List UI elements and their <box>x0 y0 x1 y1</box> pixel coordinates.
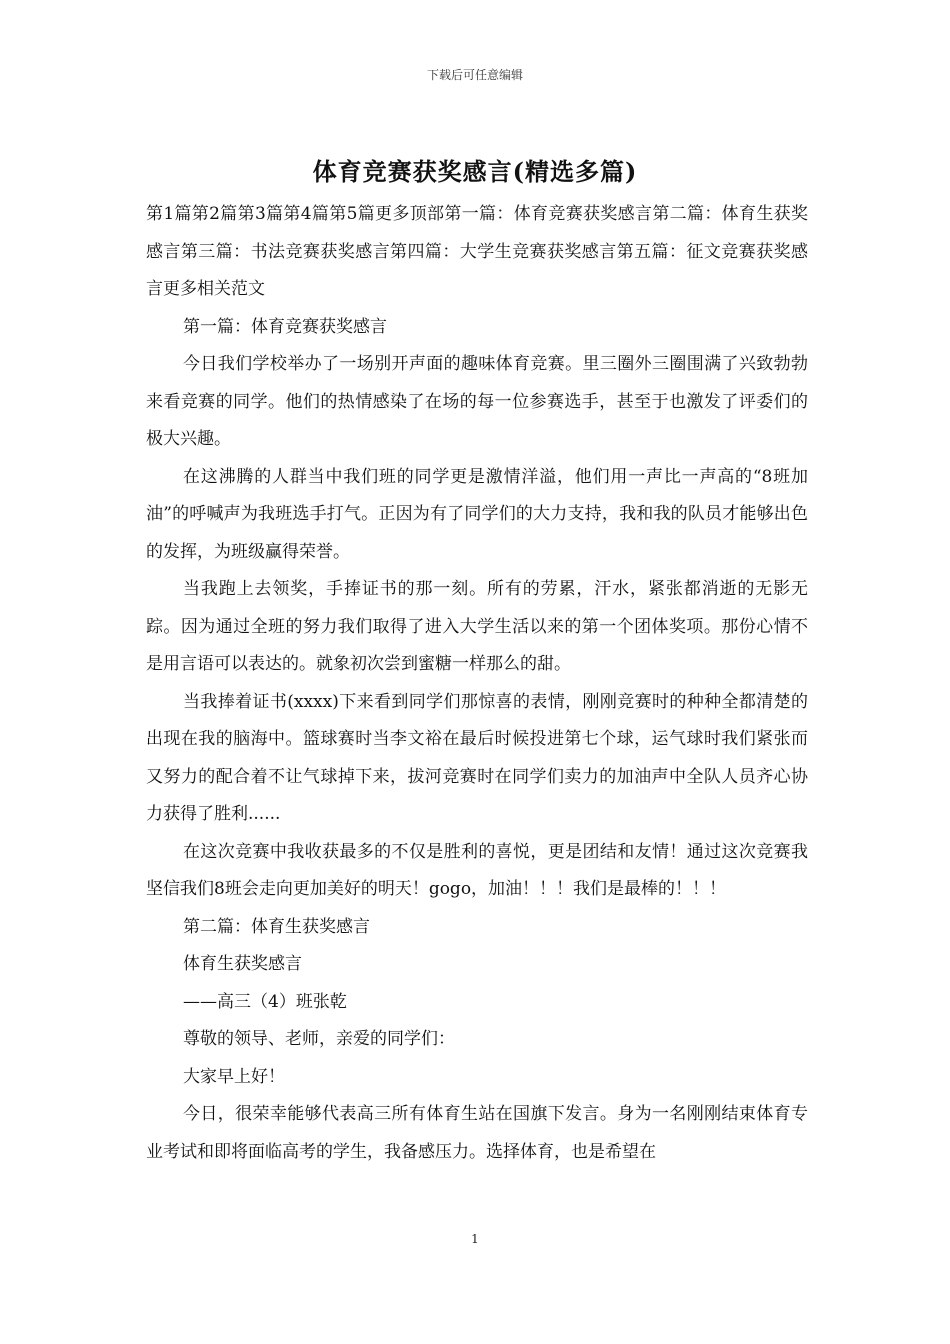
document-body <box>146 196 808 1171</box>
header-note: 下载后可任意编辑 <box>426 68 523 82</box>
paragraph: 当我捧着证书(xxxx)下来看到同学们那惊喜的表情，刚刚竞赛时的种种全都清楚的出现在我的脑海中。篮球赛时当李文裕在最后时候投进第七个球，运气球时我们紧张而又努力的配合着不让气球掉下来，拔河竞赛时在同学们卖力的加油声中全队人员齐心协力获得了胜利...... <box>146 691 808 824</box>
paragraph: 第二篇：体育生获奖感言 <box>183 916 370 937</box>
paragraph: 尊敬的领导、老师，亲爱的同学们： <box>183 1029 455 1049</box>
paragraph: 第1篇第2篇第3篇第4篇第5篇更多顶部第一篇：体育竞赛获奖感言第二篇：体育生获奖感言第三篇：书法竞赛获奖感言第四篇：大学生竞赛获奖感言第五篇：征文竞赛获奖感言更多相关范文 <box>146 204 808 299</box>
paragraph: 大家早上好！ <box>183 1066 285 1087</box>
paragraph: ——高三（4）班张乾 <box>183 991 347 1012</box>
paragraph: 在这次竞赛中我收获最多的不仅是胜利的喜悦，更是团结和友情！通过这次竞赛我坚信我们8班会走向更加美好的明天！gogo，加油！！！我们是最棒的！！！ <box>146 841 808 899</box>
document-title: 体育竞赛获奖感言(精选多篇) <box>312 157 638 186</box>
page-number: 1 <box>471 1232 479 1246</box>
paragraph: 今日，很荣幸能够代表高三所有体育生站在国旗下发言。身为一名刚刚结束体育专业考试和即将面临高考的学生，我备感压力。选择体育，也是希望在 <box>146 1104 808 1162</box>
paragraph: 当我跑上去领奖，手捧证书的那一刻。所有的劳累，汗水，紧张都消逝的无影无踪。因为通过全班的努力我们取得了进入大学生活以来的第一个团体奖项。那份心情不是用言语可以表达的。就象初次尝到蜜糖一样那么的甜。 <box>146 579 808 674</box>
paragraph: 今日我们学校举办了一场别开声面的趣味体育竞赛。里三圈外三圈围满了兴致勃勃来看竞赛的同学。他们的热情感染了在场的每一位参赛选手，甚至于也激发了评委们的极大兴趣。 <box>146 354 808 449</box>
paragraph: 体育生获奖感言 <box>183 954 302 974</box>
paragraph: 第一篇：体育竞赛获奖感言 <box>183 316 387 337</box>
paragraph: 在这沸腾的人群当中我们班的同学更是激情洋溢，他们用一声比一声高的“8班加油”的呼喊声为我班选手打气。正因为有了同学们的大力支持，我和我的队员才能够出色的发挥，为班级赢得荣誉。 <box>146 466 808 562</box>
